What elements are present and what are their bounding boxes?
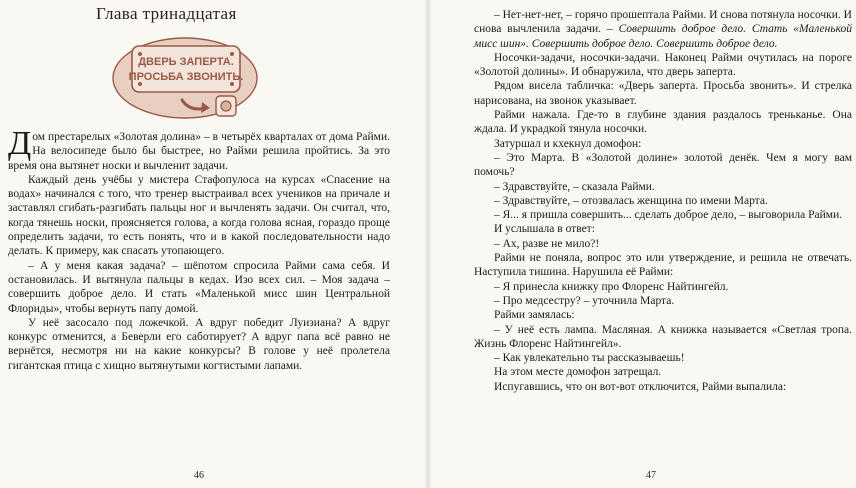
paragraph: Райми нажала. Где-то в глубине здания раздалось треньканье. Она ждала. И украдкой тянула носочки. xyxy=(474,109,852,136)
paragraph: И услышала в ответ: xyxy=(494,223,595,236)
paragraph-text: – Нет-нет-нет, – горячо прошептала Райми. И снова потянула носочки. И снова вычленила задачи. – xyxy=(474,9,852,36)
right-page-text xyxy=(474,8,852,394)
paragraph: Рядом висела табличка: «Дверь заперта. Просьба звонить». И стрелка нарисована, на звонок указывает. xyxy=(474,80,852,107)
paragraph: – Здравствуйте, – отозвалась женщина по имени Марта. xyxy=(494,194,768,207)
paragraph: – Ах, разве не мило?! xyxy=(494,237,600,250)
paragraph: – У неё есть лампа. Масляная. А книжка называется «Светлая тропа. Жизнь Флоренс Найтингейл». xyxy=(474,323,852,350)
paragraph: – Это Марта. В «Золотой долине» золотой денёк. Чем я могу вам помочь? xyxy=(474,151,852,179)
paragraph: – Как увлекательно ты рассказываешь! xyxy=(494,352,685,365)
paragraph: Райми замялась: xyxy=(494,309,575,322)
paragraph: – Здравствуйте, – сказала Райми. xyxy=(494,180,655,193)
sign-plate xyxy=(132,46,240,92)
paragraph: Каждый день учёбы у мистера Стафопулоса на курсах «Спасение на водах» начинался с того, что тренер выстраивал всех учеников на причале и заставлял сгибать-разгибать пальцы ног и вычленять задачи. Он считал, что, когда тянешь носки, проясняется голова, а когда голова ясная, гораздо проще определить задачи, то есть понять, что и в какой последовательности надо делать. К примеру, как спасать утопающего. xyxy=(8,173,390,258)
sign-text-line1: ДВЕРЬ ЗАПЕРТА. xyxy=(138,56,234,68)
paragraph: Испугавшись, что он вот-вот отключится, Райми выпалила: xyxy=(494,380,787,393)
door-sign-illustration xyxy=(110,34,260,126)
paragraph: Затуршал и кхекнул домофон: xyxy=(494,137,642,150)
left-page-text xyxy=(8,125,390,373)
paragraph: – Я... я пришла совершить... сделать доброе дело, – выговорила Райми. xyxy=(494,209,843,222)
doorbell-button-icon xyxy=(221,101,231,111)
paragraph xyxy=(8,125,390,173)
paragraph: Носочки-задачи, носочки-задачи. Наконец Райми очутилась на пороге «Золотой долины». И обнаружила, что дверь заперта. xyxy=(474,51,852,79)
paragraph xyxy=(474,8,852,51)
drop-cap: Д xyxy=(8,125,32,162)
sign-text-line2: ПРОСЬБА ЗВОНИТЬ. xyxy=(128,71,244,83)
book-gutter xyxy=(424,0,432,488)
paragraph: На этом месте домофон затрещал. xyxy=(494,366,662,379)
page-number-right: 47 xyxy=(646,470,656,481)
paragraph: Райми не поняла, вопрос это или утверждение, и решила не отвечать. Наступила тишина. Нарушила её Райми: xyxy=(474,252,852,279)
paragraph: У неё засосало под ложечкой. А вдруг победит Луизиана? А вдруг конкурс отменится, а Беверли его саботирует? А вдруг папа всё равно не вернётся, несмотря ни на какие конкурсы? В голове у неё пролетела гигантская птица с хищно вытянутыми когтистыми лапами. xyxy=(8,316,390,372)
paragraph-text: ом престарелых «Золотая долина» – в четырёх кварталах от дома Райми. На велосипеде было бы быстрее, но Райми решила пройтись. За это время она вытянет носки и вычленит задачи. xyxy=(8,131,390,172)
chapter-title: Глава тринадцатая xyxy=(96,4,237,23)
paragraph: – А у меня какая задача? – шёпотом спросила Райми сама себя. И остановилась. И вытянула пальцы в кедах. Изо всех сил. – Моя задача – совершить доброе дело. И стать «Маленькой мисс шин Центральной Флориды», чтобы вернуть папу домой. xyxy=(8,259,390,315)
paragraph: – Я принесла книжку про Флоренс Найтингейл. xyxy=(494,280,729,293)
paragraph: – Про медсестру? – уточнила Марта. xyxy=(494,294,675,307)
page-number-left: 46 xyxy=(194,470,204,481)
italic-text: Совершить доброе дело. Стать «Маленькой мисс шин». Совершить доброе дело. Совершить доброе дело. xyxy=(474,23,853,50)
